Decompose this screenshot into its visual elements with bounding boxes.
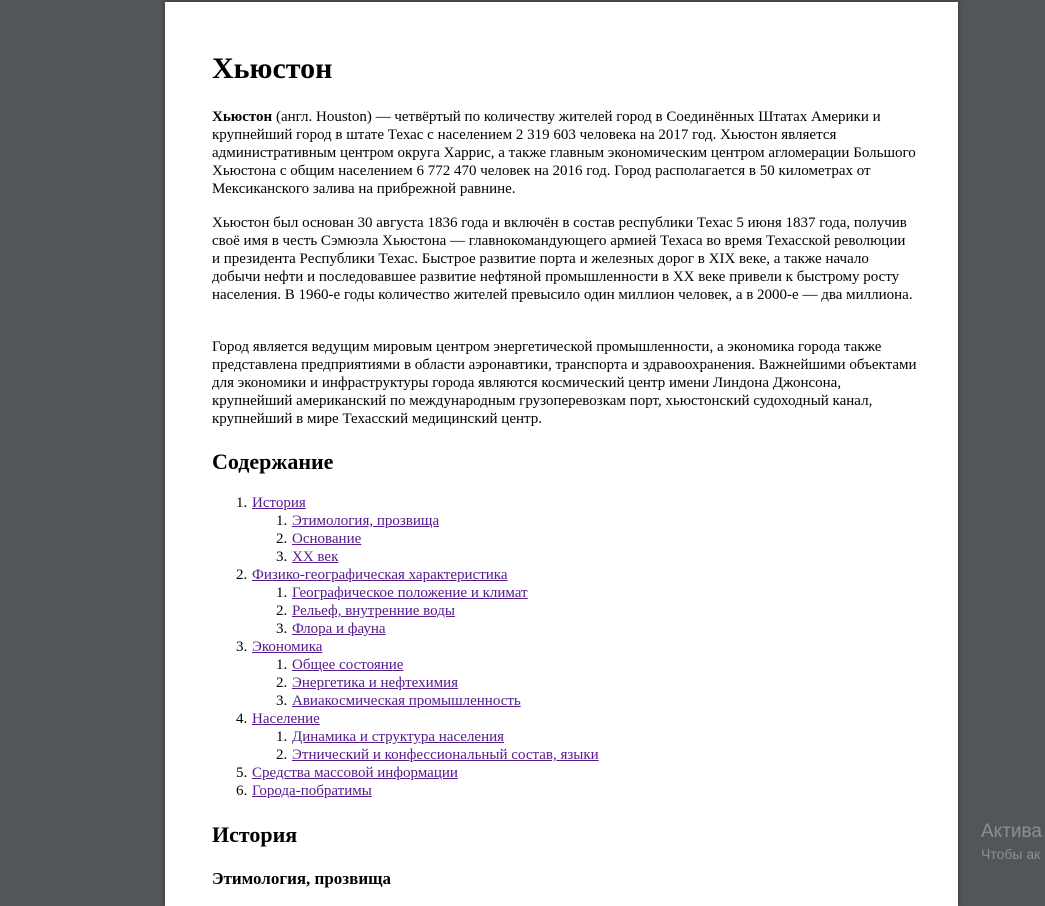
toc-subitem-number: 1. bbox=[276, 729, 288, 745]
toc-link[interactable]: История bbox=[252, 495, 306, 511]
toc-item-number: 5. bbox=[236, 765, 248, 781]
toc-item-number: 6. bbox=[236, 783, 248, 799]
toc-item bbox=[212, 764, 599, 782]
toc-item bbox=[212, 638, 599, 656]
toc-link[interactable]: Города-побратимы bbox=[252, 783, 372, 799]
toc-subitem-number: 3. bbox=[276, 621, 288, 637]
toc-sublink[interactable]: Основание bbox=[292, 531, 362, 547]
toc-subitem-number: 1. bbox=[276, 657, 288, 673]
history-paragraph: Хьюстон был основан 30 августа 1836 года и включён в состав республики Техас 5 июня 1837 года, получив своё имя в честь Сэмюэла Хьюстона — главнокомандующего армией Техаса во время Техасской революции и президента Республики Техас. Быстрое развитие порта и железных дорог в XIX веке, а также начало добычи нефти и последовавшее развитие нефтяной промышленности в XX веке привели к быстрому росту населения. В 1960-е годы количество жителей превысило один миллион человек, а в 2000-е — два миллиона. bbox=[212, 215, 913, 303]
toc-item-number: 4. bbox=[236, 711, 248, 727]
toc-item bbox=[212, 782, 599, 800]
toc-sublink[interactable]: Общее состояние bbox=[292, 657, 404, 673]
toc-subitem bbox=[212, 656, 599, 674]
toc-subitem bbox=[212, 548, 599, 566]
contents-heading: Содержание bbox=[212, 449, 334, 474]
toc-subitem bbox=[212, 584, 599, 602]
toc-sublink[interactable]: Этнический и конфессиональный состав, языки bbox=[292, 747, 599, 763]
toc-sublink[interactable]: XX век bbox=[292, 549, 339, 565]
toc-subitem-number: 2. bbox=[276, 531, 288, 547]
toc-subitem-number: 1. bbox=[276, 585, 288, 601]
intro-bold-term: Хьюстон bbox=[212, 109, 273, 125]
subsection-heading-etymology: Этимология, прозвища bbox=[212, 869, 391, 888]
toc-item-number: 2. bbox=[236, 567, 248, 583]
toc-subitem-number: 3. bbox=[276, 549, 288, 565]
toc-subitem-number: 2. bbox=[276, 603, 288, 619]
toc-subitem-number: 1. bbox=[276, 513, 288, 529]
toc-sublink[interactable]: Энергетика и нефтехимия bbox=[292, 675, 459, 691]
section-heading-history: История bbox=[212, 822, 298, 847]
economy-paragraph: Город является ведущим мировым центром энергетической промышленности, а экономика города также представлена предприятиями в области аэронавтики, транспорта и здравоохранения. Важнейшими объектами для экономики и инфраструктуры города являются космический центр имени Линдона Джонсона, крупнейший американский по международным грузоперевозкам порт, хьюстонский судоходный канал, крупнейший в мире Техасский медицинский центр. bbox=[212, 339, 917, 427]
document-page bbox=[165, 2, 958, 906]
toc-sublink[interactable]: Этимология, прозвища bbox=[292, 513, 440, 529]
toc-subitem bbox=[212, 602, 599, 620]
intro-text: (англ. Houston) — четвёртый по количеству жителей город в Соединённых Штатах Америки и крупнейший город в штате Техас с населением 2 319 603 человека на 2017 год. Хьюстон является административным центром округа Харрис, а также главным экономическим центром агломерации Большого Хьюстона с общим населением 6 772 470 человек на 2016 год. Город располагается в 50 километрах от Мексиканского залива на прибрежной равнине. bbox=[212, 109, 916, 197]
toc-item bbox=[212, 566, 599, 584]
toc-sublink[interactable]: Географическое положение и климат bbox=[292, 585, 528, 601]
toc-subitem bbox=[212, 746, 599, 764]
toc-link[interactable]: Экономика bbox=[252, 639, 323, 655]
intro-paragraph bbox=[212, 108, 917, 198]
toc-subitem bbox=[212, 692, 599, 710]
toc-link[interactable]: Физико-географическая характеристика bbox=[252, 567, 508, 583]
toc-sublink[interactable]: Рельеф, внутренние воды bbox=[292, 603, 455, 619]
toc-subitem bbox=[212, 620, 599, 638]
toc-subitem-number: 2. bbox=[276, 675, 288, 691]
activation-watermark-text: Чтобы ак bbox=[981, 846, 1041, 862]
page-title: Хьюстон bbox=[212, 52, 333, 85]
toc-subitem bbox=[212, 674, 599, 692]
toc-subitem bbox=[212, 512, 599, 530]
toc-item bbox=[212, 494, 599, 512]
toc-item-number: 3. bbox=[236, 639, 248, 655]
toc-sublink[interactable]: Флора и фауна bbox=[292, 621, 386, 637]
toc-link[interactable]: Средства массовой информации bbox=[252, 765, 458, 781]
toc-sublink[interactable]: Авиакосмическая промышленность bbox=[292, 693, 521, 709]
activation-watermark-title: Актива bbox=[981, 821, 1042, 842]
toc-sublink[interactable]: Динамика и структура населения bbox=[292, 729, 505, 745]
toc-subitem-number: 3. bbox=[276, 693, 288, 709]
toc-item bbox=[212, 710, 599, 728]
toc-link[interactable]: Население bbox=[252, 711, 320, 727]
table-of-contents bbox=[212, 494, 599, 800]
toc-subitem bbox=[212, 728, 599, 746]
toc-subitem-number: 2. bbox=[276, 747, 288, 763]
toc-item-number: 1. bbox=[236, 495, 248, 511]
toc-subitem bbox=[212, 530, 599, 548]
